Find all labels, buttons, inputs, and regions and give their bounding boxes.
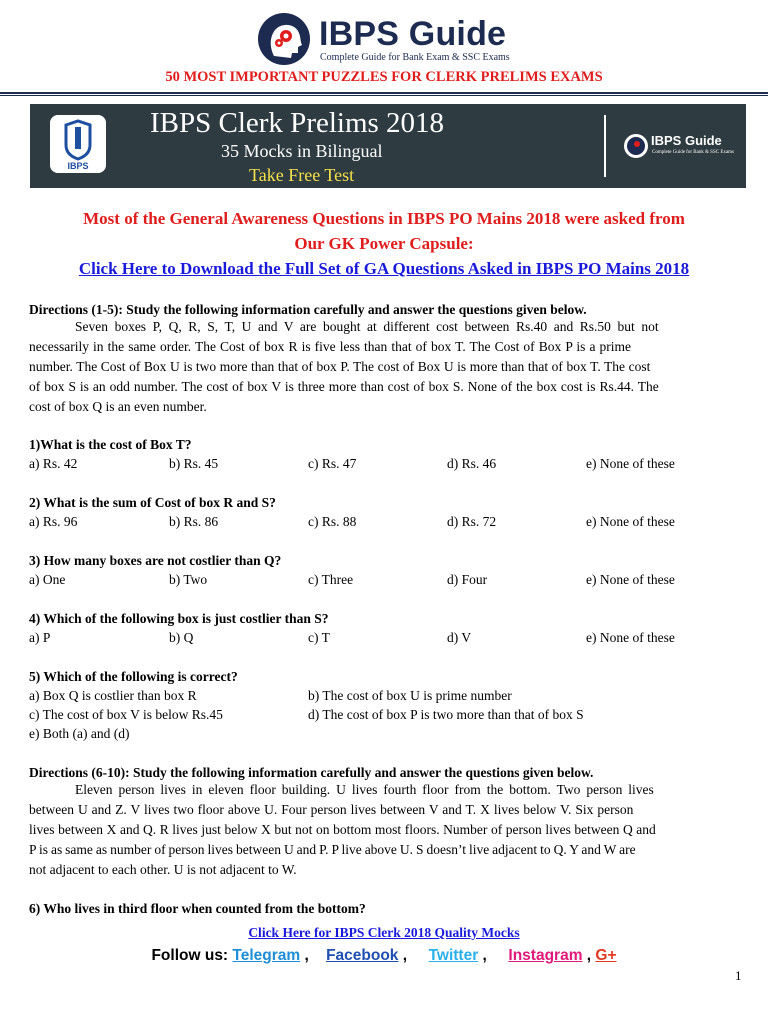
option-e: e) None of these bbox=[586, 630, 675, 645]
question-6: 6) Who lives in third floor when counted from the bottom? bbox=[29, 901, 366, 916]
brand-name: IBPS Guide bbox=[319, 15, 507, 53]
paragraph-line: cost of box Q is an even number. bbox=[29, 399, 207, 414]
separator: , bbox=[582, 947, 596, 964]
paragraph-line: lives between X and Q. R lives just below X but not on bottom most floors. Number of person lives between Q and bbox=[29, 822, 656, 837]
option-d: d) Four bbox=[447, 572, 488, 587]
paragraph-line: of box S is an odd number. The cost of box V is three more than cost of box S. None of the box cost is Rs.44. The bbox=[29, 379, 659, 394]
paragraph-line: not adjacent to each other. U is not adjacent to W. bbox=[29, 862, 297, 877]
puzzle-2-paragraph bbox=[29, 780, 744, 880]
question-3: 3) How many boxes are not costlier than Q? bbox=[29, 553, 282, 568]
page-number: 1 bbox=[735, 968, 742, 983]
paragraph-line: Eleven person lives in eleven floor building. U lives fourth floor from the bottom. Two person lives bbox=[75, 782, 654, 797]
ibps-logo-icon bbox=[50, 115, 106, 173]
brand-head-icon-small bbox=[624, 133, 648, 159]
separator: , bbox=[398, 947, 425, 964]
banner-brand-tagline: Complete Guide for Bank & SSC Exams bbox=[652, 150, 734, 155]
option-a: a) P bbox=[29, 630, 51, 645]
option-c: c) Rs. 88 bbox=[308, 514, 357, 529]
option-a: a) Rs. 96 bbox=[29, 514, 78, 529]
option-d: d) Rs. 72 bbox=[447, 514, 497, 529]
option-a: a) Rs. 42 bbox=[29, 456, 78, 471]
document-subtitle: 50 MOST IMPORTANT PUZZLES FOR CLERK PRELIMS EXAMS bbox=[165, 69, 603, 85]
header-divider-thin bbox=[0, 95, 768, 96]
brand-tagline: Complete Guide for Bank Exam & SSC Exams bbox=[320, 52, 510, 63]
option-e: e) None of these bbox=[586, 456, 675, 471]
option-c: c) The cost of box V is below Rs.45 bbox=[29, 707, 223, 722]
option-c: c) Rs. 47 bbox=[308, 456, 357, 471]
option-a: a) One bbox=[29, 572, 66, 587]
option-c: c) T bbox=[308, 630, 330, 645]
option-e: e) None of these bbox=[586, 572, 675, 587]
option-b: b) Q bbox=[169, 630, 194, 645]
instagram-link[interactable]: Instagram bbox=[508, 947, 583, 964]
promo-text-line-1: Most of the General Awareness Questions in IBPS PO Mains 2018 were asked from bbox=[83, 209, 685, 228]
option-d: d) V bbox=[447, 630, 472, 645]
option-d: d) The cost of box P is two more than that of box S bbox=[308, 707, 584, 722]
header-divider bbox=[0, 92, 768, 94]
telegram-link[interactable]: Telegram bbox=[232, 947, 301, 964]
paragraph-line: necessarily in the same order. The Cost of box R is five less than that of box T. The Cost of Box P is a prime bbox=[29, 339, 632, 354]
question-5: 5) Which of the following is correct? bbox=[29, 669, 238, 684]
paragraph-line: Seven boxes P, Q, R, S, T, U and V are bought at different cost between Rs.40 and Rs.50 but not bbox=[75, 319, 659, 334]
option-a: a) Box Q is costlier than box R bbox=[29, 688, 197, 703]
option-b: b) The cost of box U is prime number bbox=[308, 688, 512, 703]
promo-text-line-2: Our GK Power Capsule: bbox=[294, 234, 474, 253]
option-b: b) Rs. 86 bbox=[169, 514, 219, 529]
option-b: b) Two bbox=[169, 572, 208, 587]
separator: , bbox=[478, 947, 505, 964]
facebook-link[interactable]: Facebook bbox=[326, 947, 399, 964]
puzzle-1-paragraph bbox=[29, 317, 744, 417]
download-ga-questions-link[interactable]: Click Here to Download the Full Set of GA Questions Asked in IBPS PO Mains 2018 bbox=[78, 259, 690, 278]
paragraph-line: P is as same as number of person lives between U and P. P live above U. S doesn’t live adjacent to Q. Y and W are bbox=[29, 842, 636, 857]
option-d: d) Rs. 46 bbox=[447, 456, 497, 471]
quality-mocks-link[interactable]: Click Here for IBPS Clerk 2018 Quality Mocks bbox=[248, 925, 520, 940]
separator: , bbox=[300, 947, 322, 964]
directions-6-10: Directions (6-10): Study the following information carefully and answer the questions given below. bbox=[29, 765, 594, 780]
directions-1-5: Directions (1-5): Study the following information carefully and answer the questions given below. bbox=[29, 302, 587, 317]
banner-separator bbox=[604, 115, 606, 177]
question-2: 2) What is the sum of Cost of box R and S? bbox=[29, 495, 276, 510]
paragraph-line: between U and Z. V lives two floor above U. Four person lives between V and T. X lives below V. Six person bbox=[29, 802, 634, 817]
follow-us-label: Follow us: bbox=[151, 947, 229, 964]
question-4: 4) Which of the following box is just costlier than S? bbox=[29, 611, 329, 626]
take-free-test-link[interactable]: Take Free Test bbox=[249, 165, 355, 185]
option-c: c) Three bbox=[308, 572, 354, 587]
banner-subtitle: 35 Mocks in Bilingual bbox=[221, 141, 383, 161]
option-e: e) Both (a) and (d) bbox=[29, 726, 130, 741]
paragraph-line: number. The Cost of Box U is two more than that of box P. The cost of Box U is more than that of box T. The cost bbox=[29, 359, 651, 374]
question-1: 1)What is the cost of Box T? bbox=[29, 437, 192, 452]
googleplus-link[interactable]: G+ bbox=[595, 947, 617, 964]
ibps-logo-text: IBPS bbox=[67, 161, 89, 171]
option-b: b) Rs. 45 bbox=[169, 456, 219, 471]
banner-title: IBPS Clerk Prelims 2018 bbox=[150, 107, 445, 139]
banner-brand-name: IBPS Guide bbox=[651, 133, 722, 148]
brand-head-icon bbox=[256, 12, 312, 66]
follow-us-row bbox=[0, 945, 768, 967]
twitter-link[interactable]: Twitter bbox=[428, 947, 479, 964]
option-e: e) None of these bbox=[586, 514, 675, 529]
